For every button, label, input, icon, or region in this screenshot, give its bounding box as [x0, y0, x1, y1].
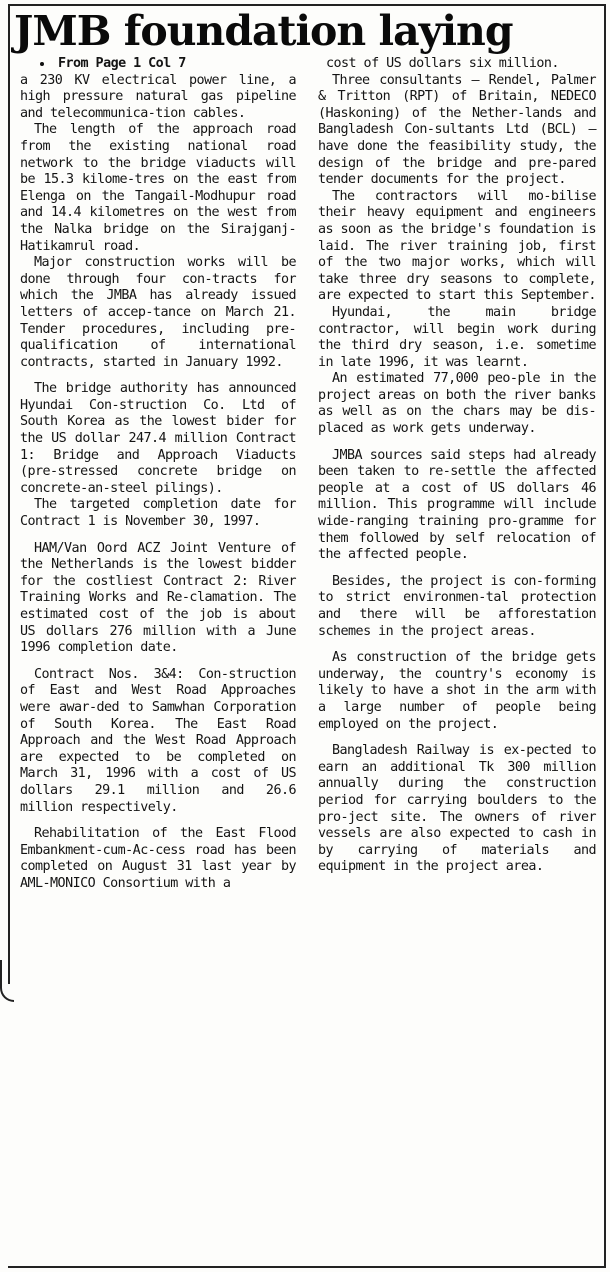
- paragraph: a 230 KV electrical power line, a high pressure natural gas pipeline and telecommunica-tion cables.: [20, 72, 296, 121]
- paragraph: The length of the approach road from the existing national road network to the bridge viaducts will be 15.3 kilome-tres on the east from Elenga on the Tangail-Modhupur road and 14.4 kilometres on the west from the Nalka bridge on the Sirajganj-Hatikamrul road.: [20, 122, 296, 254]
- left-border-curve: [0, 960, 14, 1002]
- headline: JMB foundation laying: [14, 7, 513, 55]
- paragraph: The contractors will mo-bilise their heavy equipment and engineers as soon as the bridge's foundation is laid. The river training job, first of the two major works, which will take three dry seasons to complete, are expected to start this September.: [318, 188, 596, 304]
- paragraph: The targeted completion date for Contract 1 is November 30, 1997.: [20, 497, 296, 530]
- paragraph: Rehabilitation of the East Flood Embankment-cum-Ac-cess road has been completed on August 31 last year by AML-MONICO Consortium with a: [20, 826, 296, 891]
- paragraph: Three consultants — Rendel, Palmer & Tritton (RPT) of Britain, NEDECO (Haskoning) of the Nether-lands and Bangladesh Con-sultants Ltd (BCL) — have done the feasibility study, the design of the bridge and pre-pared tender documents for the project.: [318, 72, 596, 188]
- article-column-right: [318, 56, 596, 876]
- paragraph: Besides, the project is con-forming to strict environmen-tal protection and there will be afforestation schemes in the project areas.: [318, 573, 596, 639]
- paragraph: As construction of the bridge gets underway, the country's economy is likely to have a shot in the arm with a large number of people being employed on the project.: [318, 650, 596, 732]
- paragraph: Major construction works will be done through four con-tracts for which the JMBA has already issued letters of accep-tance on March 21. Tender procedures, including pre-qualification of international contracts, started in January 1992.: [20, 255, 296, 370]
- continuation-byline: From Page 1 Col 7: [58, 56, 186, 71]
- paragraph: Contract Nos. 3&4: Con-struction of East and West Road Approaches were awar-ded to Samwhan Corporation of South Korea. The East Road Approach and the West Road Approach are expected to be completed on March 31, 1996 with a cost of US dollars 29.1 million and 26.6 million respectively.: [20, 666, 296, 815]
- paragraph: The bridge authority has announced Hyundai Con-struction Co. Ltd of South Korea as the lowest bider for the US dollar 247.4 million Contract 1: Bridge and Approach Viaducts (pre-stressed concrete bridge on concrete-an-steel pilings).: [20, 381, 296, 496]
- paragraph: HAM/Van Oord ACZ Joint Venture of the Netherlands is the lowest bidder for the costliest Contract 2: River Training Works and Re-clamation. The estimated cost of the job is about US dollars 276 million with a June 1996 completion date.: [20, 540, 296, 656]
- paragraph: Bangladesh Railway is ex-pected to earn an additional Tk 300 million annually during the construction period for carrying boulders to the pro-ject site. The owners of river vessels are also expected to cash in by carrying of materials and equipment in the project area.: [318, 743, 596, 875]
- left-border-rule: [8, 4, 10, 984]
- paragraph: cost of US dollars six million.: [326, 56, 559, 71]
- right-border-rule: [604, 4, 606, 1266]
- bottom-border-rule: [8, 1266, 606, 1268]
- paragraph: An estimated 77,000 peo-ple in the project areas on both the river banks as well as on the chars may be dis-placed as work gets underway.: [318, 371, 596, 437]
- paragraph: Hyundai, the main bridge contractor, will begin work during the third dry season, i.e. sometime in late 1996, it was learnt.: [318, 304, 596, 370]
- article-column-left: [20, 56, 296, 893]
- paragraph: JMBA sources said steps had already been taken to re-settle the affected people at a cost of US dollars 46 million. This programme will include wide-ranging training pro-gramme for them followed by self relocation of the affected people.: [318, 447, 596, 563]
